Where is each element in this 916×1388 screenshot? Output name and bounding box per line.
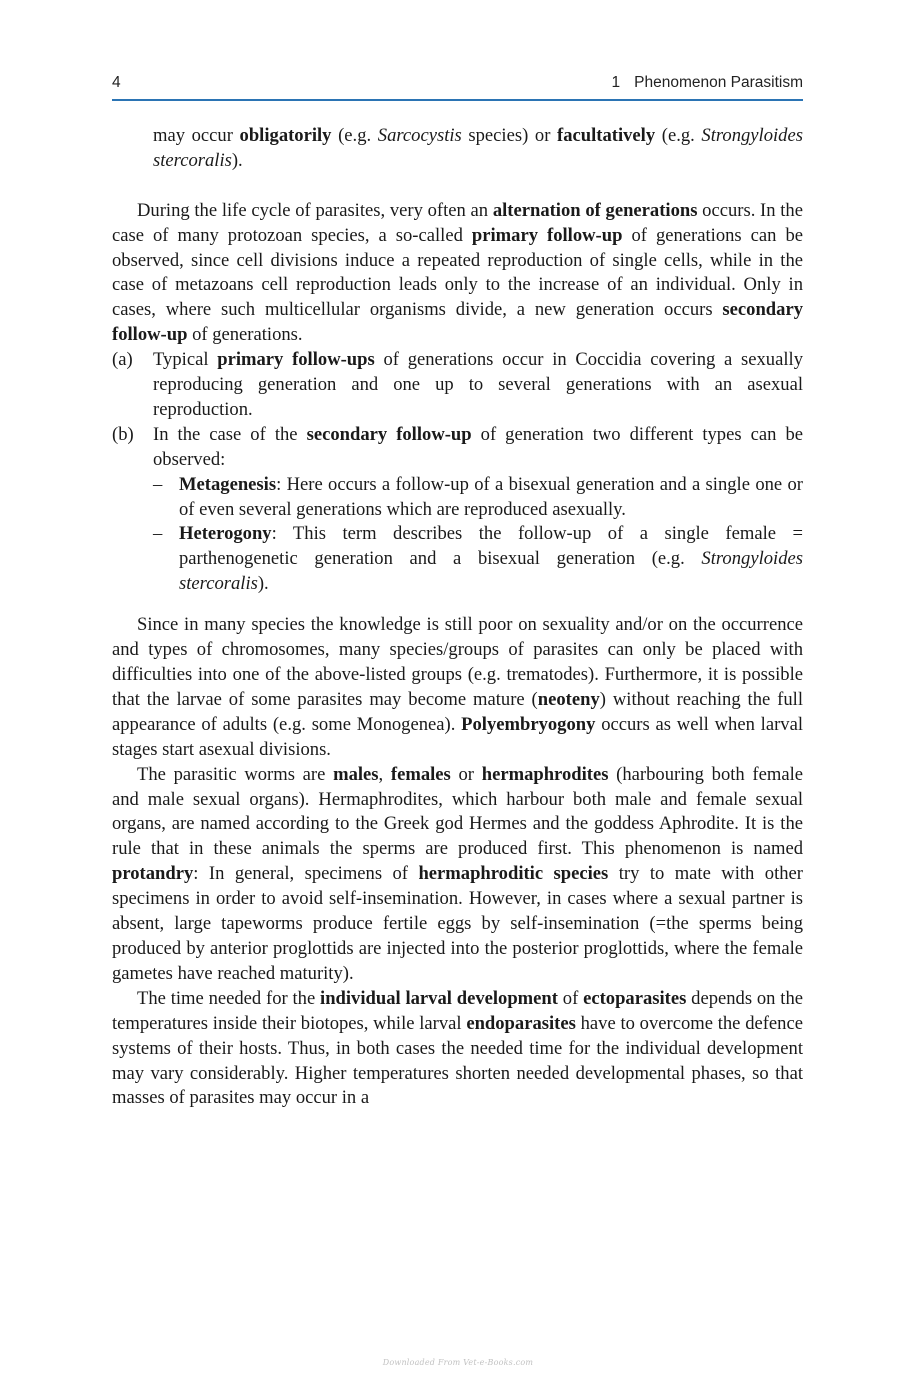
text-run: Typical — [153, 349, 218, 371]
sub-list — [153, 473, 803, 598]
sub-item-metagenesis — [153, 473, 803, 523]
text-run: try to mate with other specimens in order to avoid self-insemination. However, in cases where a sexual partner is absent, large tapeworms produce fertile eggs by self-insemination (=the sperms being produced by anterior proglottids are injected into the posterior proglottids, where the female gametes have reached maturity). — [112, 863, 803, 984]
text-run: protandry — [112, 863, 194, 885]
text-run: of generation two different types can be observed: — [153, 423, 803, 470]
list-item-a — [112, 348, 803, 423]
list-continuation — [112, 124, 803, 174]
text-run: of generations. — [187, 324, 303, 346]
paragraph-larval-development — [112, 987, 803, 1112]
text-run: have to overcome the defence systems of their hosts. Thus, in both cases the needed time for the individual development may vary considerably. Higher temperatures shorten needed developmental phases, so that masses of parasites may occur in a — [112, 1012, 803, 1109]
text-run: The parasitic worms are — [137, 763, 334, 785]
text-run: obligatorily — [239, 125, 332, 146]
text-run: Since in many species the knowledge is still poor on sexuality and/or on the occurrence and types of chromosomes, many species/groups of parasites can only be placed with difficulties into one of the above-listed groups (e.g. trematodes). Furthermore, it is possible that the larvae of some parasites may become mature ( — [112, 614, 803, 710]
text-run: facultatively — [557, 125, 656, 146]
header-rule — [112, 99, 803, 101]
text-run: of generations can be observed, since cell divisions induce a repeated reproduction of single cells, while in the case of metazoans cell reproduction leads only to the increase of an individual. Only in cases, where such multicellular organisms divide, a new generation occurs — [112, 224, 804, 321]
text-run: In the case of the — [153, 423, 307, 445]
text-run: ) without reaching the full appearance of adults (e.g. some Monogenea). — [112, 688, 803, 735]
text-run: of generations occur in Coccidia covering a sexually reproducing generation and one up to several generations with an asexual reproduction. — [153, 349, 803, 420]
text-run: : This term describes the follow-up of a single female = parthenogenetic generation and a bisexual generation (e.g. — [179, 523, 803, 570]
text-run: ). — [231, 149, 243, 171]
list-marker: (b) — [112, 423, 134, 445]
dash-marker: – — [153, 473, 163, 495]
text-run: species) or — [461, 125, 558, 146]
text-run: (harbouring both female and male sexual organs). Hermaphrodites, which harbour both male and female sexual organs, are named according to the Greek god Hermes and the goddess Aphrodite. It is the rule that in these animals the sperms are produced first. This phenomenon is named — [112, 763, 804, 860]
text-run: , — [378, 763, 391, 785]
text-run: ectoparasites — [583, 987, 687, 1009]
text-run: The time needed for the — [137, 987, 321, 1009]
chapter-number: 1 — [611, 74, 621, 91]
text-run: Strongyloides stercoralis — [153, 125, 803, 171]
text-run: primary follow-up — [471, 224, 623, 246]
text-run: Polyembryogony — [461, 713, 596, 735]
body-text — [112, 124, 803, 1111]
text-run: hermaphroditic species — [418, 863, 609, 885]
running-head — [112, 72, 803, 94]
text-run: neoteny — [537, 688, 600, 710]
list-item-b — [112, 423, 803, 597]
chapter-heading — [612, 72, 804, 94]
text-run: alternation of generations — [492, 199, 698, 221]
text-run: occurs as well when larval stages start asexual divisions. — [112, 713, 803, 760]
download-watermark: Downloaded From Vet-e-Books.com — [382, 1358, 534, 1367]
paragraph-hermaphrodites — [112, 763, 803, 987]
follow-up-list — [112, 348, 803, 597]
text-run: primary follow-ups — [217, 349, 375, 371]
text-run: ). — [257, 573, 269, 595]
text-run: Metagenesis — [179, 473, 277, 495]
paragraph-generations — [112, 199, 803, 348]
text-run: Heterogony — [179, 523, 272, 545]
text-run: hermaphrodites — [481, 763, 609, 785]
text-run: secondary follow-up — [112, 299, 803, 346]
page-number: 4 — [112, 74, 121, 91]
text-run: individual larval development — [320, 987, 558, 1009]
chapter-title: Phenomenon Parasitism — [634, 74, 803, 91]
text-run: males — [333, 763, 379, 785]
text-run: depends on the temperatures inside their biotopes, while larval — [112, 987, 803, 1034]
list-marker: (a) — [112, 349, 133, 371]
text-run: or — [450, 763, 482, 785]
text-run: females — [390, 763, 451, 785]
text-run: occurs. In the case of many protozoan species, a so-called — [112, 199, 803, 246]
text-run: During the life cycle of parasites, very often an — [137, 199, 493, 221]
paragraph-sexuality — [112, 613, 803, 762]
sub-item-heterogony — [153, 522, 803, 597]
text-run: (e.g. — [655, 125, 702, 146]
text-run: may occur — [153, 125, 240, 146]
text-run: (e.g. — [331, 125, 378, 146]
text-run: Sarcocystis — [377, 125, 462, 146]
text-run: : In general, specimens of — [193, 863, 419, 885]
text-run: : Here occurs a follow-up of a bisexual generation and a single one or of even several generations which are reproduced asexually. — [179, 473, 803, 520]
text-run: of — [557, 987, 584, 1009]
text-run: secondary follow-up — [306, 423, 472, 445]
dash-marker: – — [153, 523, 163, 545]
text-run: Strongyloides stercoralis — [179, 548, 803, 595]
text-run: endoparasites — [466, 1012, 576, 1034]
